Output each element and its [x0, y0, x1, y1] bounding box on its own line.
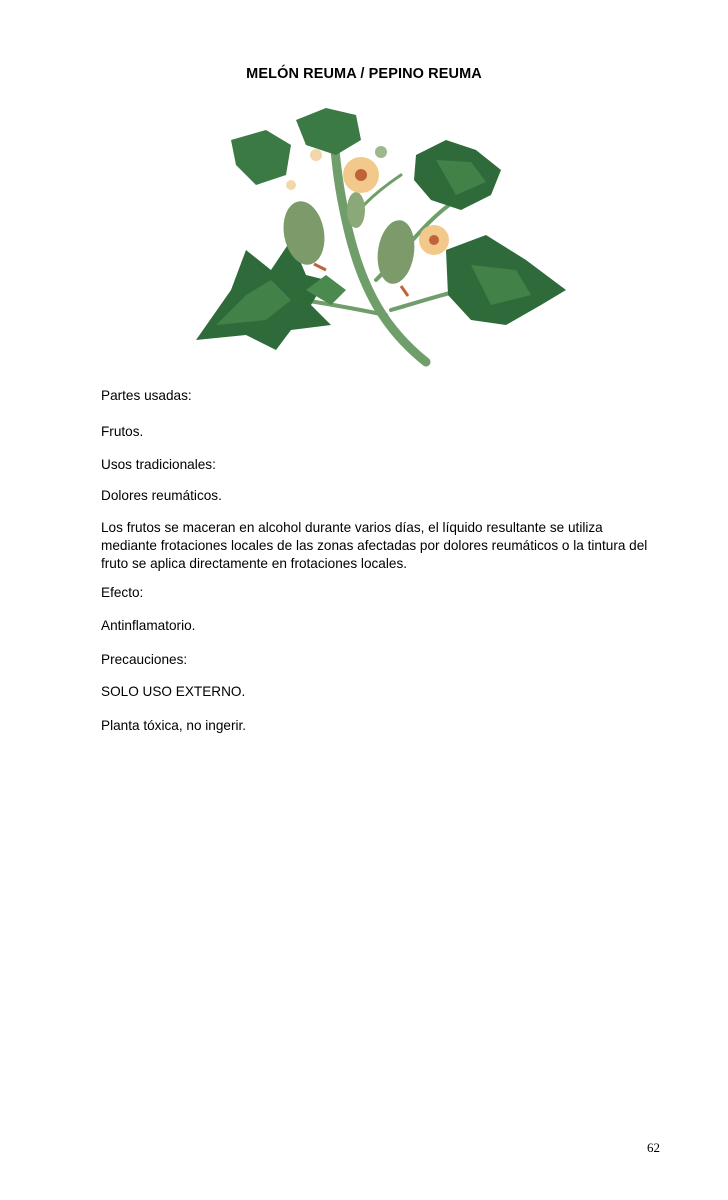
- page-title: MELÓN REUMA / PEPINO REUMA: [246, 66, 482, 82]
- precautions-label: Precauciones:: [101, 652, 188, 667]
- page-number: 62: [647, 1140, 660, 1155]
- effect-value: Antinflamatorio.: [101, 618, 196, 633]
- parts-used-label: Partes usadas:: [101, 388, 192, 403]
- traditional-uses-value: Dolores reumáticos.: [101, 488, 222, 503]
- effect-label: Efecto:: [101, 585, 144, 600]
- traditional-uses-label: Usos tradicionales:: [101, 457, 216, 472]
- parts-used-value: Frutos.: [101, 424, 144, 439]
- precaution-external-use: SOLO USO EXTERNO.: [101, 684, 246, 699]
- precaution-toxic: Planta tóxica, no ingerir.: [101, 718, 247, 733]
- plant-illustration: [186, 100, 586, 375]
- preparation-paragraph: Los frutos se maceran en alcohol durante varios días, el líquido resultante se utiliza mediante frotaciones locales de las zonas afectadas por dolores reumáticos o la tintura del fruto se aplica directamente en frotaciones locales.: [101, 520, 648, 571]
